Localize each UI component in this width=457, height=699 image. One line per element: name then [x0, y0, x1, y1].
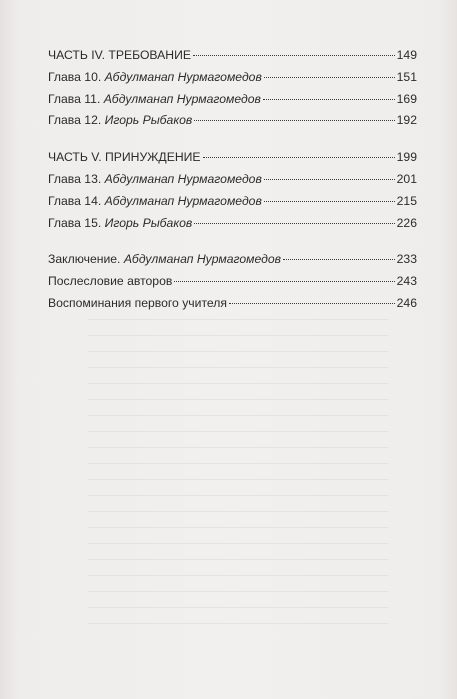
- item-author: Абдулманап Нурмагомедов: [123, 252, 282, 267]
- chapter-author: Абдулманап Нурмагомедов: [103, 91, 261, 106]
- chapter-label: [48, 169, 262, 191]
- chapter-author: Игорь Рыбаков: [104, 113, 193, 128]
- leader-dots: [193, 55, 395, 56]
- page-number: 226: [396, 215, 417, 230]
- page-number: 151: [396, 69, 417, 84]
- leader-dots: [203, 157, 395, 158]
- leader-dots: [229, 303, 395, 304]
- chapter-label: [48, 89, 261, 111]
- toc-part-heading: [48, 45, 417, 67]
- leader-dots: [264, 201, 395, 202]
- item-title: Послесловие авторов: [48, 274, 173, 289]
- toc-chapter-row: [48, 191, 417, 213]
- chapter-author: Игорь Рыбаков: [104, 215, 193, 230]
- page-number: 192: [396, 113, 417, 128]
- toc-item-row: [48, 271, 417, 293]
- chapter-author: Абдулманап Нурмагомедов: [104, 171, 262, 186]
- toc-part-heading: [48, 147, 417, 169]
- leader-dots: [263, 99, 395, 100]
- item-title: Заключение.: [48, 252, 121, 267]
- chapter-label: [48, 67, 262, 89]
- page-number: 233: [396, 252, 417, 267]
- chapter-number: Глава 15.: [48, 215, 102, 230]
- page-number: 201: [396, 171, 417, 186]
- table-of-contents: [48, 45, 417, 330]
- page-number: 199: [396, 150, 417, 165]
- toc-chapter-row: [48, 67, 417, 89]
- page-number: 246: [396, 295, 417, 310]
- chapter-number: Глава 11.: [48, 91, 101, 106]
- chapter-number: Глава 10.: [48, 69, 102, 84]
- leader-dots: [194, 120, 394, 121]
- page-number: 149: [396, 48, 417, 62]
- page-number: 169: [396, 91, 417, 106]
- chapter-label: [48, 191, 262, 213]
- toc-chapter-row: [48, 213, 417, 235]
- chapter-author: Абдулманап Нурмагомедов: [104, 193, 262, 208]
- chapter-label: [48, 213, 192, 235]
- toc-chapter-row: [48, 110, 417, 132]
- toc-section-part-v: [48, 147, 417, 234]
- toc-section-closing: [48, 249, 417, 314]
- page-number: 243: [396, 274, 417, 289]
- chapter-label: [48, 110, 192, 132]
- bleed-through-text: [88, 310, 388, 630]
- leader-dots: [264, 179, 395, 180]
- chapter-number: Глава 12.: [48, 113, 102, 128]
- part-title: ЧАСТЬ IV. ТРЕБОВАНИЕ: [48, 48, 191, 62]
- toc-chapter-row: [48, 169, 417, 191]
- chapter-number: Глава 14.: [48, 193, 102, 208]
- chapter-author: Абдулманап Нурмагомедов: [104, 69, 262, 84]
- toc-section-part-iv: [48, 45, 417, 132]
- toc-item-row: [48, 249, 417, 271]
- item-label: [48, 271, 172, 293]
- page-number: 215: [396, 193, 417, 208]
- leader-dots: [264, 77, 395, 78]
- item-label: [48, 293, 227, 315]
- item-title: Воспоминания первого учителя: [48, 295, 227, 310]
- leader-dots: [194, 223, 394, 224]
- chapter-number: Глава 13.: [48, 171, 102, 186]
- part-title: ЧАСТЬ V. ПРИНУЖДЕНИЕ: [48, 150, 201, 165]
- leader-dots: [283, 259, 395, 260]
- item-label: [48, 249, 281, 271]
- toc-chapter-row: [48, 89, 417, 111]
- leader-dots: [174, 281, 394, 282]
- toc-item-row: [48, 293, 417, 315]
